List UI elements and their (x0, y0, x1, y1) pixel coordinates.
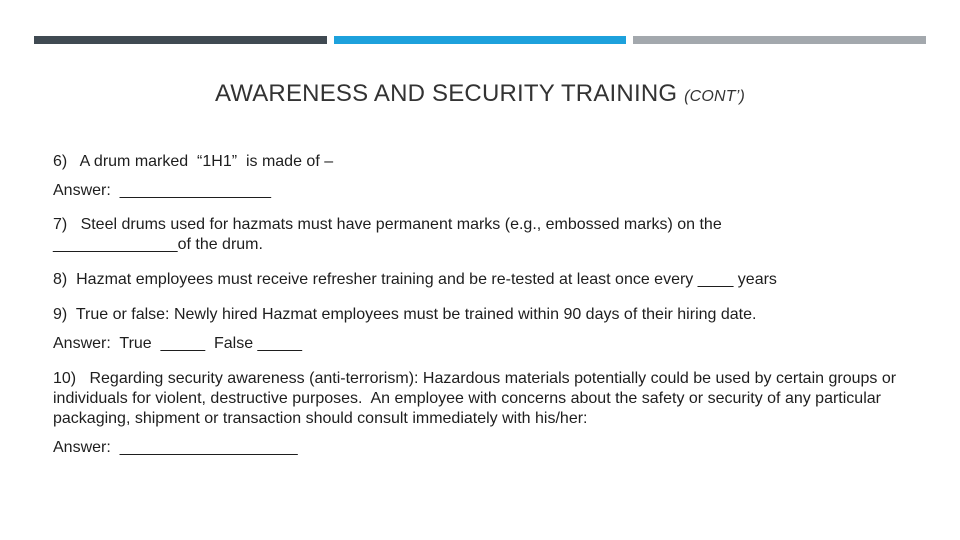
slide-title-main: AWARENESS AND SECURITY TRAINING (214, 80, 678, 107)
question-9: 9) True or false: Newly hired Hazmat employees must be trained within 90 days of their hiring date. (53, 306, 757, 323)
header-bar-blue (334, 36, 626, 44)
question-10-answer: Answer: ____________________ (53, 439, 298, 456)
header-bar-gray (633, 36, 926, 44)
header-bar-dark (34, 36, 327, 44)
question-7: 7) Steel drums used for hazmats must have permanent marks (e.g., embossed marks) on the ______________of the drum. (53, 216, 722, 253)
question-10: 10) Regarding security awareness (anti-terrorism): Hazardous materials potentially could be used by certain groups or individuals for violent, destructive purposes. An employee with concerns about the safety or security of any particular packaging, shipment or transaction should consult immediately with his/her: (53, 370, 901, 427)
slide-title-sub: (CONT’) (684, 88, 746, 105)
question-6: 6) A drum marked “1H1” is made of – (53, 153, 334, 170)
question-9-answer: Answer: True _____ False _____ (53, 335, 303, 352)
question-6-answer: Answer: _________________ (53, 182, 271, 199)
question-8: 8) Hazmat employees must receive refresher training and be re-tested at least once every ____ years (53, 271, 777, 288)
slide-title (0, 80, 960, 108)
question-list (53, 148, 923, 458)
